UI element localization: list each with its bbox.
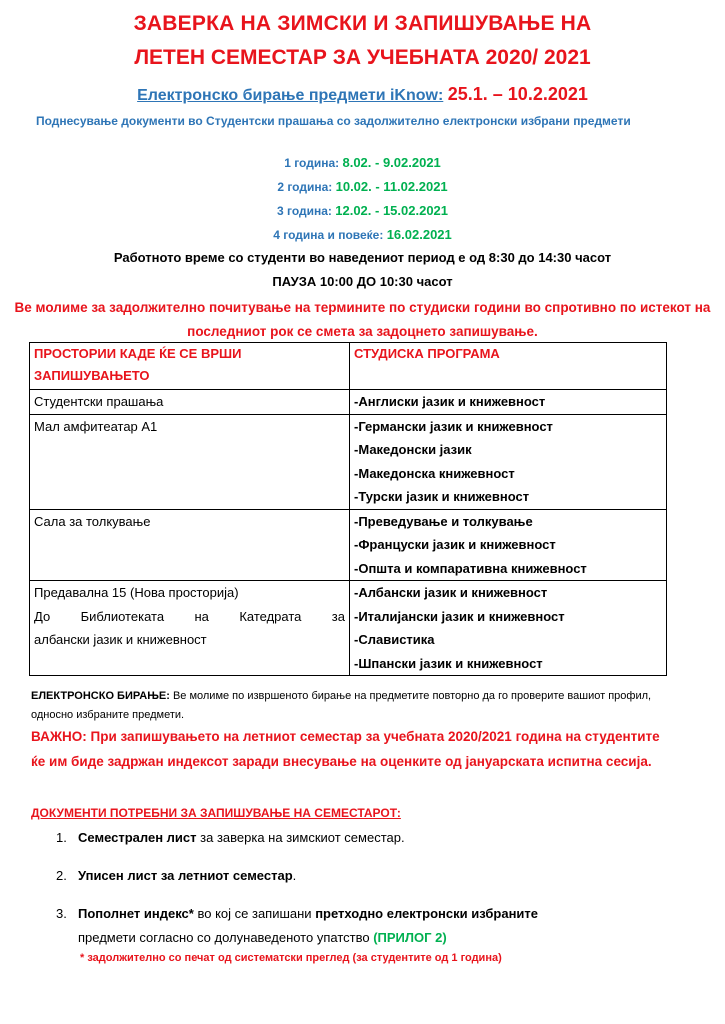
year-1: [0, 155, 725, 170]
room-cell: [30, 414, 350, 509]
item-text: .: [292, 868, 297, 883]
room-name: Предавална 15 (Нова просторија): [34, 585, 239, 600]
title-line-2: ЛЕТЕН СЕМЕСТАР ЗА УЧЕБНАТА 2020/ 2021: [134, 46, 591, 69]
year-label: 1 година:: [284, 156, 340, 170]
item-text: за заверка на зимскиот семестар.: [196, 830, 405, 845]
room-cell: [30, 581, 350, 676]
year-label: 3 година:: [276, 204, 332, 218]
item-number: 3.: [56, 906, 67, 921]
program-cell: [350, 414, 667, 509]
program-item: -Англиски јазик и книжевност: [354, 394, 546, 409]
program-item: -Македонска книжевност: [354, 465, 515, 481]
year-dates: 16.02.2021: [386, 227, 452, 242]
pause-time: ПАУЗА 10:00 ДО 10:30 часот: [272, 274, 453, 289]
item-text: предмети согласно со долунаведеното упатство: [78, 930, 374, 945]
program-cell: [350, 390, 667, 415]
important-note: ВАЖНО: При запишувањето на летниот семестар за учебната 2020/2021 година на студентите ќе им биде задржан индексот заради внесување на оценките од јануарската испитна сесија.: [31, 729, 660, 769]
room-cell: [30, 390, 350, 415]
item-text: во кој се запишани: [193, 906, 316, 921]
room-name: Студентски прашања: [34, 394, 164, 409]
header-room: ПРОСТОРИИ КАДЕ ЌЕ СЕ ВРШИ ЗАПИШУВАЊЕТО: [30, 343, 350, 390]
electronic-label: ЕЛЕКТРОНСКО БИРАЊЕ:: [31, 690, 170, 702]
table-row: [30, 581, 667, 676]
year-3: [0, 203, 725, 218]
room-location: До Библиотеката на Катедрата за: [34, 608, 345, 624]
program-item: -Италијански јазик и книжевност: [354, 608, 565, 624]
table-row: [30, 390, 667, 415]
program-item: -Преведување и толкување: [354, 513, 533, 529]
item-number: 2.: [56, 868, 67, 883]
table-row: [30, 509, 667, 581]
attachment-ref: (ПРИЛОГ 2): [373, 930, 447, 945]
year-2: [0, 179, 725, 194]
program-item: -Славистика: [354, 632, 435, 647]
year-dates: 10.02. - 11.02.2021: [335, 179, 448, 194]
document-item-3: [56, 906, 538, 921]
program-cell: [350, 581, 667, 676]
deadline-warning: Ве молиме за задолжително почитување на термините по студиски години во спротивно по истекот на последниот рок се смета за задоцнето запишување.: [14, 300, 711, 339]
item-bold: Пополнет индекс*: [78, 906, 194, 921]
room-name: Мал амфитеатар А1: [34, 418, 158, 434]
program-item: -Турски јазик и книжевност: [354, 489, 530, 504]
year-4: [0, 227, 725, 242]
year-label: 4 година и повеќе:: [273, 228, 384, 242]
table-header-row: [30, 343, 667, 390]
program-item: -Општа и компаративна книжевност: [354, 560, 587, 576]
program-cell: [350, 509, 667, 581]
document-item-2: [56, 868, 296, 883]
iknow-line: [0, 84, 725, 105]
iknow-label: Електронско бирање предмети iKnow:: [137, 87, 444, 104]
title-line-1: ЗАВЕРКА НА ЗИМСКИ И ЗАПИШУВАЊЕ НА: [133, 12, 592, 35]
item-number: 1.: [56, 830, 67, 845]
year-dates: 8.02. - 9.02.2021: [342, 155, 441, 170]
electronic-selection-note: [31, 687, 671, 725]
iknow-dates: 25.1. – 10.2.2021: [447, 84, 588, 104]
table-row: [30, 414, 667, 509]
enrollment-rooms-table: [29, 342, 667, 676]
year-dates: 12.02. - 15.02.2021: [335, 203, 449, 218]
room-name: Сала за толкување: [34, 513, 151, 529]
program-item: -Шпански јазик и книжевност: [354, 655, 543, 671]
item-bold: Семестрален лист: [78, 830, 197, 845]
documents-heading: ДОКУМЕНТИ ПОТРЕБНИ ЗА ЗАПИШУВАЊЕ НА СЕМЕСТАРОТ:: [31, 806, 401, 820]
program-item: -Македонски јазик: [354, 442, 472, 457]
header-program: СТУДИСКА ПРОГРАМА: [350, 343, 667, 390]
room-cell: [30, 509, 350, 581]
footnote: * задолжително со печат од систематски преглед (за студентите од 1 година): [80, 952, 502, 964]
document-item-3-continuation: [78, 930, 447, 945]
submission-note: Поднесување документи во Студентски прашања со задолжително електронски избрани предмети: [36, 114, 631, 128]
document-item-1: [56, 830, 405, 845]
room-location: албански јазик и книжевност: [34, 632, 207, 647]
electronic-text: Ве молиме по извршеното бирање на предметите повторно да го проверите вашиот профил, односно избраните предмети.: [31, 690, 652, 721]
working-hours: Работното време со студенти во наведениот период е од 8:30 до 14:30 часот: [113, 250, 612, 265]
program-item: -Германски јазик и книжевност: [354, 418, 553, 434]
year-label: 2 година:: [277, 180, 333, 194]
program-item: -Француски јазик и книжевност: [354, 537, 556, 552]
item-bold-2: претходно електронски избраните: [315, 906, 539, 921]
item-bold: Уписен лист за летниот семестар: [78, 868, 293, 883]
program-item: -Албански јазик и книжевност: [354, 585, 548, 600]
